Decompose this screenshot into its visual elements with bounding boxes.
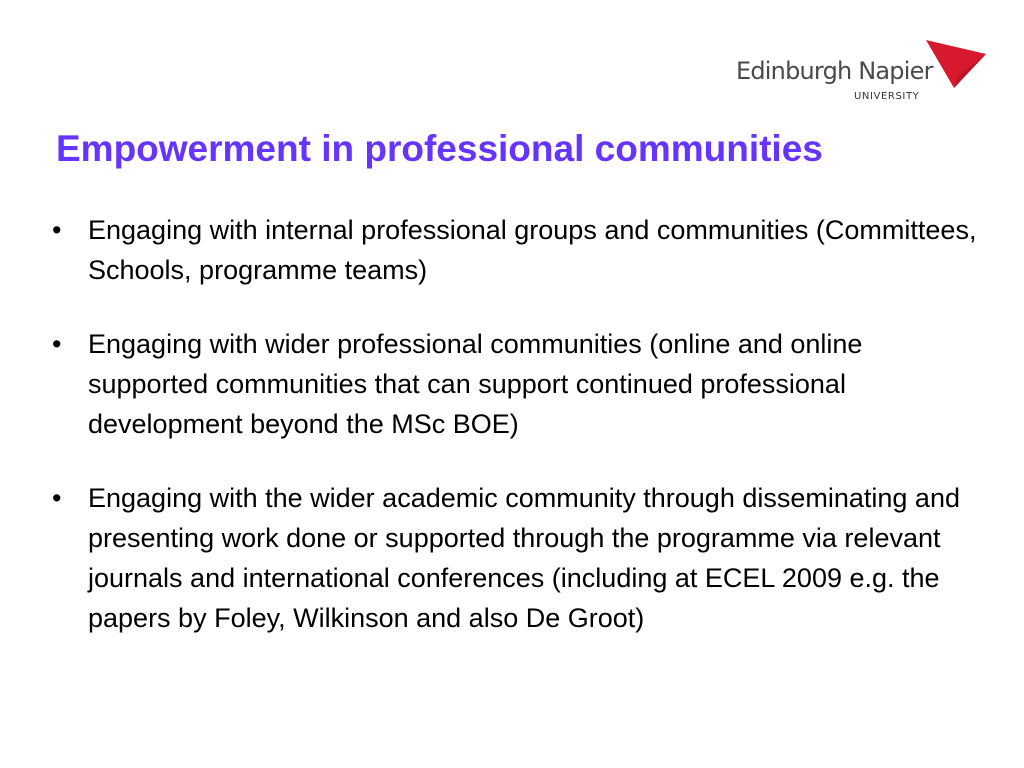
bullet-dot: • [52,215,62,245]
bullet-text-1: Engaging with internal professional groups and communities (Committees, Schools, programme teams) [88,215,977,285]
slide-title: Empowerment in professional communities [56,128,823,169]
university-logo [736,38,988,108]
bullet-text-2: Engaging with wider professional communities (online and online supported communities that can support continued professional development beyond the MSc BOE) [88,329,863,439]
logo-triangle-icon [924,38,988,102]
bullet-dot: • [52,483,62,513]
bullet-item-2 [48,324,988,444]
bullet-text-3: Engaging with the wider academic community through disseminating and presenting work done or supported through the programme via relevant journals and international conferences (including at ECEL 2009 e.g. the papers by Foley, Wilkinson and also De Groot) [88,483,960,633]
bullet-dot: • [52,329,62,359]
bullet-item-1 [48,210,988,290]
logo-name-text: Edinburgh Napier [736,57,933,85]
logo-subtitle-text: UNIVERSITY [854,91,920,102]
bullet-item-3 [48,478,988,638]
bullet-list [48,210,988,672]
